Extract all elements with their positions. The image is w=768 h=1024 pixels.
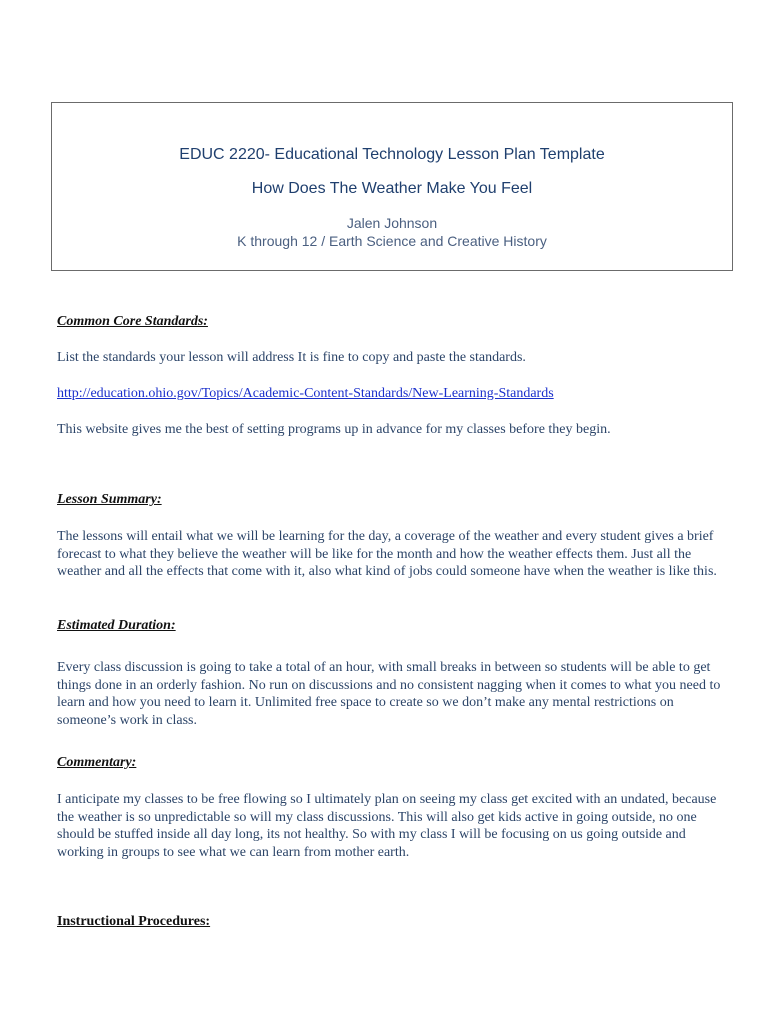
summary-body: The lessons will entail what we will be learning for the day, a coverage of the weather and every student gives a brief forecast to what they believe the weather will be like for the month and how the weather effects them. Just all the weather and all the effects that come with it, also what kind of jobs could someone have when the weather is like this.	[57, 529, 717, 579]
standards-note: This website gives me the best of setting programs up in advance for my classes before they begin.	[57, 422, 611, 437]
procedures-heading: Instructional Procedures:	[57, 914, 211, 929]
standards-heading: Common Core Standards:	[57, 314, 208, 329]
summary-heading: Lesson Summary:	[57, 492, 162, 507]
duration-body: Every class discussion is going to take a total of an hour, with small breaks in between so students will be able to get things done in an orderly fashion. No run on discussions and no consistent nagging when it comes to what you need to learn and how you need to learn it. Unlimited free space to create so we don’t make any mental restrictions on someone’s work in class.	[57, 660, 721, 728]
document-title: EDUC 2220- Educational Technology Lesson Plan Template	[179, 146, 605, 163]
lesson-title: How Does The Weather Make You Feel	[251, 180, 533, 197]
header-box	[51, 102, 733, 271]
standards-link[interactable]: http://education.ohio.gov/Topics/Academic-Content-Standards/New-Learning-Standards	[57, 386, 554, 401]
commentary-heading: Commentary:	[57, 755, 137, 770]
commentary-body: I anticipate my classes to be free flowing so I ultimately plan on seeing my class get excited with an undated, because the weather is so unpredictable so will my class discussions. This will also get kids active in going outside, no one should be stuffed inside all day long, its not healthy. So with my class I will be focusing on us going outside and working in groups to see what we can learn from mother earth.	[57, 792, 717, 860]
course-info: K through 12 / Earth Science and Creative History	[237, 233, 547, 249]
standards-link-line	[57, 385, 725, 403]
duration-heading: Estimated Duration:	[57, 618, 176, 633]
author-name: Jalen Johnson	[346, 215, 438, 231]
standards-instruction: List the standards your lesson will address It is fine to copy and paste the standards.	[57, 350, 526, 365]
